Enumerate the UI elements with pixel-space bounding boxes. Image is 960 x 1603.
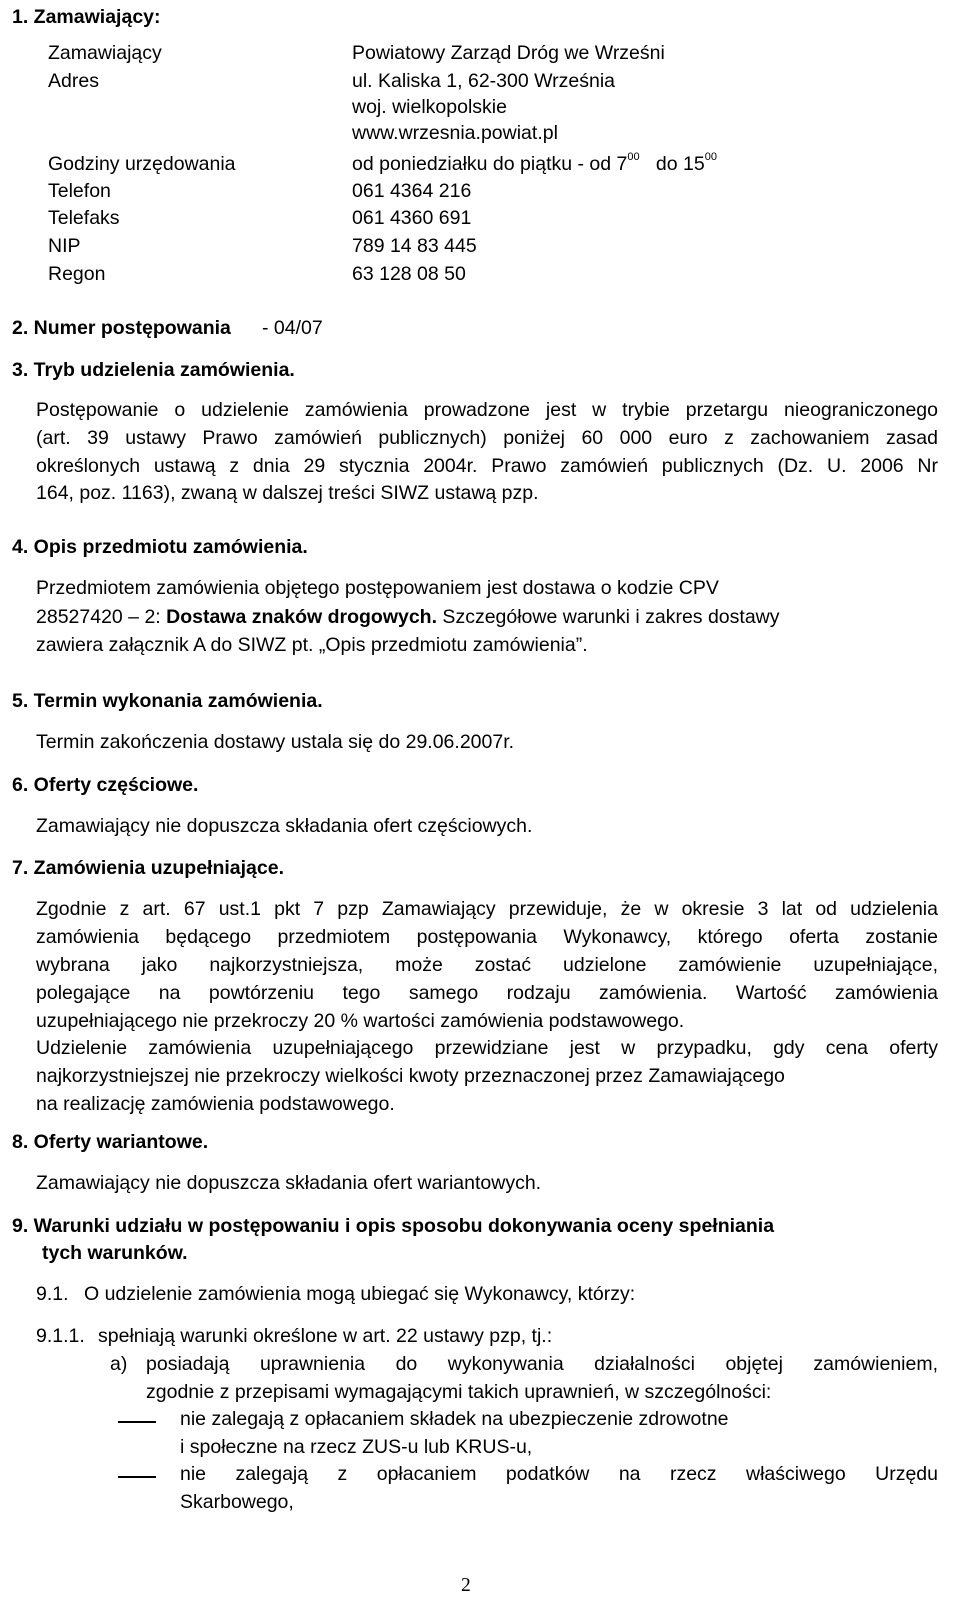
bullet-dash <box>118 1421 156 1423</box>
section-4-heading: 4. Opis przedmiotu zamówienia. <box>12 536 308 558</box>
section-8-heading: 8. Oferty wariantowe. <box>12 1131 209 1153</box>
section-3-line: określonych ustawą z dnia 29 stycznia 2004r. Prawo zamówień publicznych (Dz. U. 2006 Nr <box>36 455 938 477</box>
label-regon: Regon <box>48 263 106 285</box>
section-2-value: - 04/07 <box>262 317 323 339</box>
point-9-1-number: 9.1. <box>36 1283 69 1305</box>
section-3-line: 164, poz. 1163), zwaną w dalszej treści SIWZ ustawą pzp. <box>36 482 539 504</box>
section-7-line: uzupełniającego nie przekroczy 20 % wartości zamówienia podstawowego. <box>36 1010 685 1032</box>
section-6-text: Zamawiający nie dopuszcza składania ofert częściowych. <box>36 815 533 837</box>
point-9-1-1-text: spełniają warunki określone w art. 22 ustawy pzp, tj.: <box>98 1325 553 1347</box>
section-7-line: wybrana jako najkorzystniejsza, może zostać udzielone zamówienie uzupełniające, <box>36 954 938 976</box>
value-telefon: 061 4364 216 <box>352 180 472 202</box>
section-9-heading: 9. Warunki udziału w postępowaniu i opis sposobu dokonywania oceny spełniania <box>12 1215 775 1237</box>
section-7-line: Zgodnie z art. 67 ust.1 pkt 7 pzp Zamawiający przewiduje, że w okresie 3 lat od udzielenia <box>36 898 938 920</box>
section-7-line: zamówienia będącego przedmiotem postępowania Wykonawcy, którego oferta zostanie <box>36 926 938 948</box>
section-7-line: polegające na powtórzeniu tego samego rodzaju zamówienia. Wartość zamówienia <box>36 982 938 1004</box>
value-website: www.wrzesnia.powiat.pl <box>352 122 558 144</box>
section-4-line: zawiera załącznik A do SIWZ pt. „Opis przedmiotu zamówienia”. <box>36 634 588 656</box>
value-telefaks: 061 4360 691 <box>352 207 472 229</box>
section-4-line: Przedmiotem zamówienia objętego postępowaniem jest dostawa o kodzie CPV <box>36 577 719 599</box>
bullet-dash <box>118 1476 156 1478</box>
value-zamawiajacy: Powiatowy Zarząd Dróg we Wrześni <box>352 42 665 64</box>
point-9-1-1-number: 9.1.1. <box>36 1325 85 1347</box>
value-adres-street: ul. Kaliska 1, 62-300 Września <box>352 70 616 92</box>
bullet-1-line: i społeczne na rzecz ZUS-u lub KRUS-u, <box>180 1436 533 1458</box>
value-regon: 63 128 08 50 <box>352 263 466 285</box>
item-a-label: a) <box>110 1353 128 1375</box>
value-nip: 789 14 83 445 <box>352 235 477 257</box>
label-telefon: Telefon <box>48 180 111 202</box>
section-3-line: Postępowanie o udzielenie zamówienia prowadzone jest w trybie przetargu nieograniczonego <box>36 399 938 421</box>
item-a-line: posiadają uprawnienia do wykonywania działalności objętej zamówieniem, <box>146 1353 938 1375</box>
label-telefaks: Telefaks <box>48 207 120 229</box>
section-5-text: Termin zakończenia dostawy ustala się do 29.06.2007r. <box>36 731 515 753</box>
section-7-line: najkorzystniejszej nie przekroczy wielkości kwoty przeznaczonej przez Zamawiającego <box>36 1065 785 1087</box>
label-adres: Adres <box>48 70 99 92</box>
value-adres-region: woj. wielkopolskie <box>352 96 507 118</box>
section-1-heading: 1. Zamawiający: <box>12 6 161 28</box>
section-7-line: Udzielenie zamówienia uzupełniającego przewidziane jest w przypadku, gdy cena oferty <box>36 1037 938 1059</box>
page-number: 2 <box>461 1575 471 1596</box>
item-a-line: zgodnie z przepisami wymagającymi takich uprawnień, w szczególności: <box>146 1381 772 1403</box>
section-3-heading: 3. Tryb udzielenia zamówienia. <box>12 359 295 381</box>
section-9-heading-cont: tych warunków. <box>42 1242 188 1264</box>
section-7-heading: 7. Zamówienia uzupełniające. <box>12 857 285 879</box>
label-godziny: Godziny urzędowania <box>48 153 236 175</box>
section-2-heading: 2. Numer postępowania <box>12 317 231 339</box>
label-nip: NIP <box>48 235 81 257</box>
point-9-1-text: O udzielenie zamówienia mogą ubiegać się Wykonawcy, którzy: <box>84 1283 636 1305</box>
section-5-heading: 5. Termin wykonania zamówienia. <box>12 690 323 712</box>
section-8-text: Zamawiający nie dopuszcza składania ofert wariantowych. <box>36 1172 542 1194</box>
bullet-2-line: nie zalegają z opłacaniem podatków na rzecz właściwego Urzędu <box>180 1463 938 1485</box>
section-6-heading: 6. Oferty częściowe. <box>12 774 199 796</box>
section-4-line: 28527420 – 2: Dostawa znaków drogowych. Szczegółowe warunki i zakres dostawy <box>36 606 780 628</box>
bullet-1-line: nie zalegają z opłacaniem składek na ubezpieczenie zdrowotne <box>180 1408 729 1430</box>
section-7-line: na realizację zamówienia podstawowego. <box>36 1093 395 1115</box>
bullet-2-line: Skarbowego, <box>180 1491 294 1513</box>
section-3-line: (art. 39 ustawy Prawo zamówień publicznych) poniżej 60 000 euro z zachowaniem zasad <box>36 427 938 449</box>
label-zamawiajacy: Zamawiający <box>48 42 162 64</box>
value-godziny: od poniedziałku do piątku - od $7^{00}$ do $15^{00}$ <box>352 151 717 175</box>
